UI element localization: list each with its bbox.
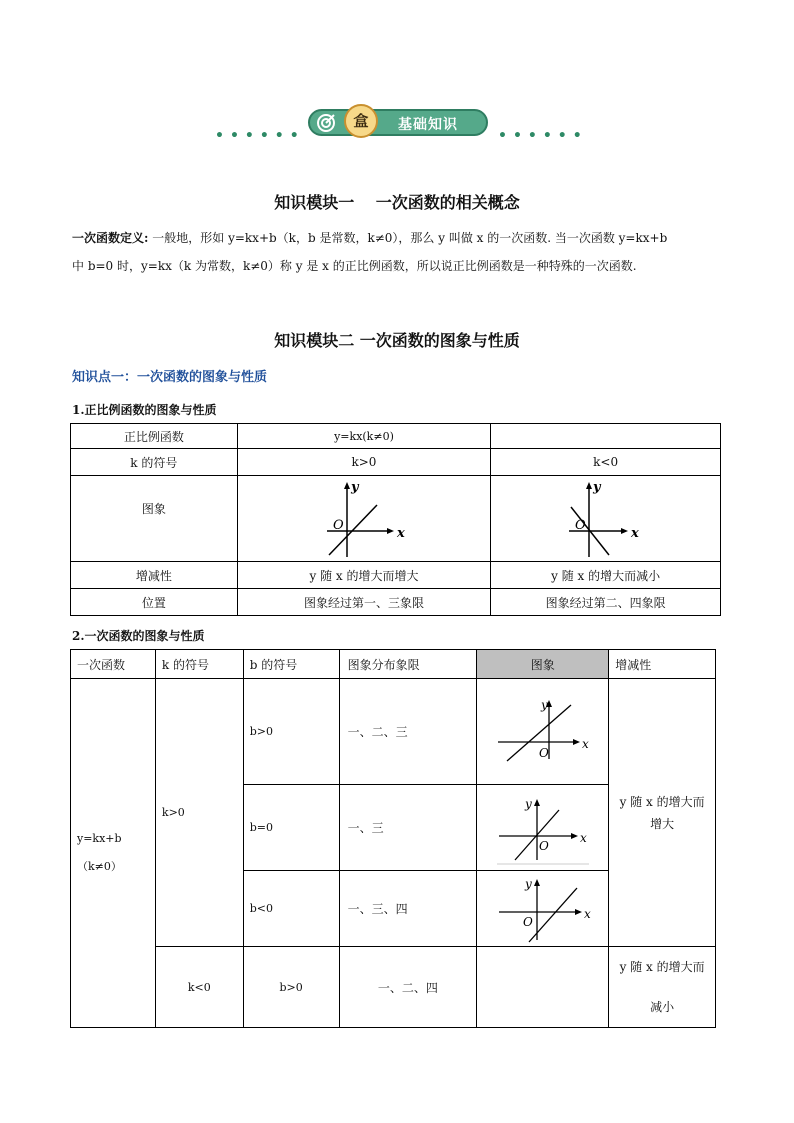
subsection-2-title: 2.一次函数的图象与性质 <box>72 629 205 643</box>
b-sign-cell: b>0 <box>243 679 339 785</box>
graph-b-zero <box>493 790 593 866</box>
table-cell: y 随 x 的增大而增大 <box>237 562 491 589</box>
banner-pill <box>308 109 488 136</box>
y-label: y <box>524 796 532 811</box>
table-cell: 位置 <box>71 589 238 616</box>
table-cell: y=kx(k≠0) <box>237 424 491 449</box>
x-arrow <box>621 528 628 534</box>
target-icon <box>316 113 336 133</box>
table-row <box>71 679 716 785</box>
table-row <box>71 562 721 589</box>
banner-label: 基础知识 <box>398 117 458 133</box>
graph-b-negative <box>493 874 593 944</box>
graph-k-positive <box>319 479 409 559</box>
graph-cell <box>477 785 609 871</box>
module1-definition <box>72 224 732 280</box>
x-label: x <box>581 736 589 751</box>
x-label: x <box>396 525 405 541</box>
increase-text-2: 减小 <box>650 1000 675 1014</box>
table-header: b 的符号 <box>243 650 339 679</box>
module2-title: 知识模块二 一次函数的图象与性质 <box>274 331 520 350</box>
quadrants-cell: 一、三 <box>339 785 477 871</box>
graph-cell <box>477 947 609 1028</box>
proportional-function-table <box>70 423 721 616</box>
table-header: k 的符号 <box>155 650 243 679</box>
function-cell <box>71 679 156 1028</box>
table-header: 一次函数 <box>71 650 156 679</box>
k-sign-cell: k>0 <box>155 679 243 947</box>
linear-function-table <box>70 649 716 1028</box>
table-row <box>71 424 721 449</box>
quadrants-cell: 一、三、四 <box>339 871 477 947</box>
x-label: x <box>579 830 587 845</box>
y-arrow <box>344 482 350 489</box>
x-arrow <box>387 528 394 534</box>
increase-text-1: y 随 x 的增大而 <box>619 960 705 974</box>
table-header: 图象分布象限 <box>339 650 477 679</box>
graph-cell <box>477 679 609 785</box>
x-label: x <box>583 906 591 921</box>
increase-cell <box>609 947 716 1028</box>
table-row <box>71 589 721 616</box>
table-header: 增减性 <box>609 650 716 679</box>
graph-b-positive <box>493 697 593 767</box>
table-cell: 图象经过第二、四象限 <box>491 589 721 616</box>
table-cell <box>491 476 721 562</box>
table-header-row <box>71 650 716 679</box>
table-row <box>71 947 716 1028</box>
banner-dots-right: •••••• <box>498 128 588 144</box>
quadrants-cell: 一、二、三 <box>339 679 477 785</box>
table-row <box>71 476 721 562</box>
table-cell: 增减性 <box>71 562 238 589</box>
knowledge-point-title: 知识点一：一次函数的图象与性质 <box>72 370 268 385</box>
y-label: y <box>592 479 601 495</box>
y-label: y <box>524 876 532 891</box>
definition-line-2: 中 b=0 时，y=kx（k 为常数，k≠0）称 y 是 x 的正比例函数，所以说正比例函数是一种特殊的一次函数. <box>72 259 637 273</box>
table-cell: 图象经过第一、三象限 <box>237 589 491 616</box>
function-condition: （k≠0） <box>77 860 122 873</box>
increase-cell <box>609 679 716 947</box>
origin-label: O <box>332 517 344 533</box>
table-row <box>71 449 721 476</box>
table-cell: k 的符号 <box>71 449 238 476</box>
table-cell <box>491 424 721 449</box>
y-label: y <box>350 479 359 495</box>
subsection-1-title: 1.正比例函数的图象与性质 <box>72 403 217 417</box>
graph-label: 图象 <box>141 502 166 516</box>
origin-label: O <box>574 517 586 533</box>
b-sign-cell: b>0 <box>243 947 339 1028</box>
table-cell <box>237 476 491 562</box>
table-cell <box>71 476 238 562</box>
origin-label: O <box>538 745 549 760</box>
table-cell: k<0 <box>491 449 721 476</box>
table-cell: k>0 <box>237 449 491 476</box>
function-formula: y=kx+b <box>77 832 122 845</box>
definition-label: 一次函数定义: <box>72 231 149 245</box>
graph-k-negative <box>561 479 651 559</box>
origin-label: O <box>538 838 549 853</box>
y-label: y <box>540 697 548 712</box>
table-cell: 正比例函数 <box>71 424 238 449</box>
origin-label: O <box>522 914 533 929</box>
b-sign-cell: b<0 <box>243 871 339 947</box>
graph-cell <box>477 871 609 947</box>
increase-text-2: 增大 <box>650 816 675 831</box>
module1-title: 知识模块一 一次函数的相关概念 <box>274 193 520 212</box>
y-arrow <box>586 482 592 489</box>
table-cell: y 随 x 的增大而减小 <box>491 562 721 589</box>
x-label: x <box>630 525 639 541</box>
quadrants-cell: 一、二、四 <box>339 947 477 1028</box>
banner-dots-left: •••••• <box>215 128 305 144</box>
k-sign-cell: k<0 <box>155 947 243 1028</box>
increase-text-1: y 随 x 的增大而 <box>619 794 705 809</box>
banner-badge: 盒 <box>344 104 378 138</box>
table-header: 图象 <box>477 650 609 679</box>
b-sign-cell: b=0 <box>243 785 339 871</box>
definition-line-1: 一般地，形如 y=kx+b（k，b 是常数，k≠0），那么 y 叫做 x 的一次函数. 当一次函数 y=kx+b <box>148 231 668 245</box>
